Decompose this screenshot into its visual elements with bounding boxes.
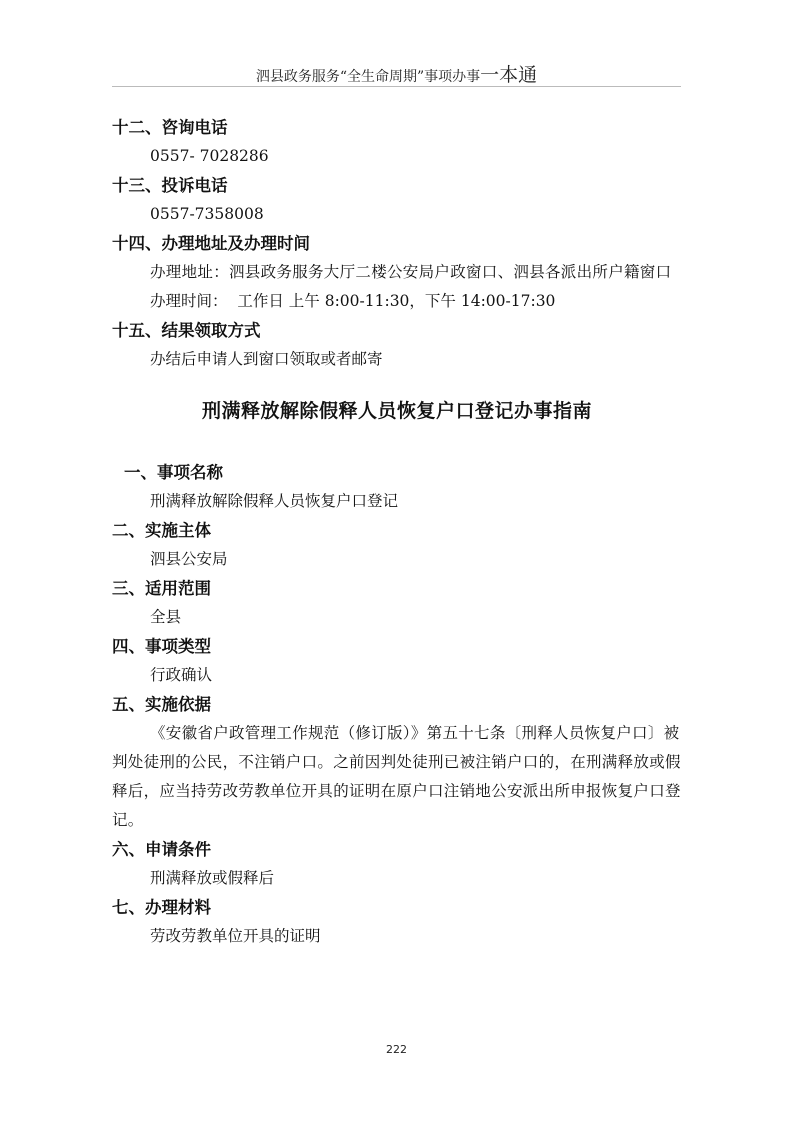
section-item-type: [112, 632, 682, 690]
section-text: 《安徽省户政管理工作规范（修订版）》第五十七条〔刑释人员恢复户口〕被判处徒刑的公民，不注销户口。之前因判处徒刑已被注销户口的，在刑满释放或假释后，应当持劳改劳教单位开具的证明在原户口注销地公安派出所申报恢复户口登记。: [112, 724, 681, 829]
section-implementing-body: [112, 516, 682, 574]
section-consult-phone: [112, 113, 682, 171]
section-text: 全县: [150, 608, 182, 626]
section-heading: 十五、结果领取方式: [112, 321, 261, 340]
section-text-address: 办理地址：泗县政务服务大厅二楼公安局户政窗口、泗县各派出所户籍窗口: [150, 263, 672, 281]
header-rule: [112, 86, 681, 87]
section-text: 0557- 7028286: [150, 147, 269, 165]
section-item-name: [112, 458, 682, 516]
section-heading: 四、事项类型: [112, 637, 211, 656]
section-legal-basis: [112, 690, 682, 835]
section-text: 泗县公安局: [150, 550, 228, 568]
section-materials: [112, 893, 682, 951]
section-heading: 十二、咨询电话: [112, 118, 228, 137]
section-heading: 一、事项名称: [124, 463, 223, 482]
page-number: 222: [386, 1043, 407, 1056]
section-text: 刑满释放或假释后: [150, 869, 275, 887]
header-text: 泗县政务服务“全生命周期”事项办事: [255, 69, 481, 85]
section-conditions: [112, 835, 682, 893]
header-emphasis: 一本通: [480, 64, 538, 86]
running-header: [0, 60, 793, 87]
section-heading: 十四、办理地址及办理时间: [112, 234, 310, 253]
section-result-pickup: [112, 316, 682, 374]
section-text: 0557-7358008: [150, 205, 264, 223]
section-scope: [112, 574, 682, 632]
section-complaint-phone: [112, 171, 682, 229]
section-text-hours: 办理时间： 工作日 上午 8:00-11:30，下午 14:00-17:30: [150, 292, 556, 310]
section-text: 办结后申请人到窗口领取或者邮寄: [150, 350, 383, 368]
section-heading: 二、实施主体: [112, 521, 211, 540]
section-text: 劳改劳教单位开具的证明: [150, 927, 321, 945]
section-text: 刑满释放解除假释人员恢复户口登记: [150, 492, 399, 510]
section-address-hours: [112, 229, 682, 316]
section-text: 行政确认: [150, 666, 213, 684]
content-body: [112, 113, 682, 951]
section-heading: 五、实施依据: [112, 695, 211, 714]
section-heading: 十三、投诉电话: [112, 176, 228, 195]
section-heading: 六、申请条件: [112, 840, 211, 859]
section-heading: 三、适用范围: [112, 579, 211, 598]
guide-title: 刑满释放解除假释人员恢复户口登记办事指南: [201, 400, 592, 422]
section-heading: 七、办理材料: [112, 898, 211, 917]
